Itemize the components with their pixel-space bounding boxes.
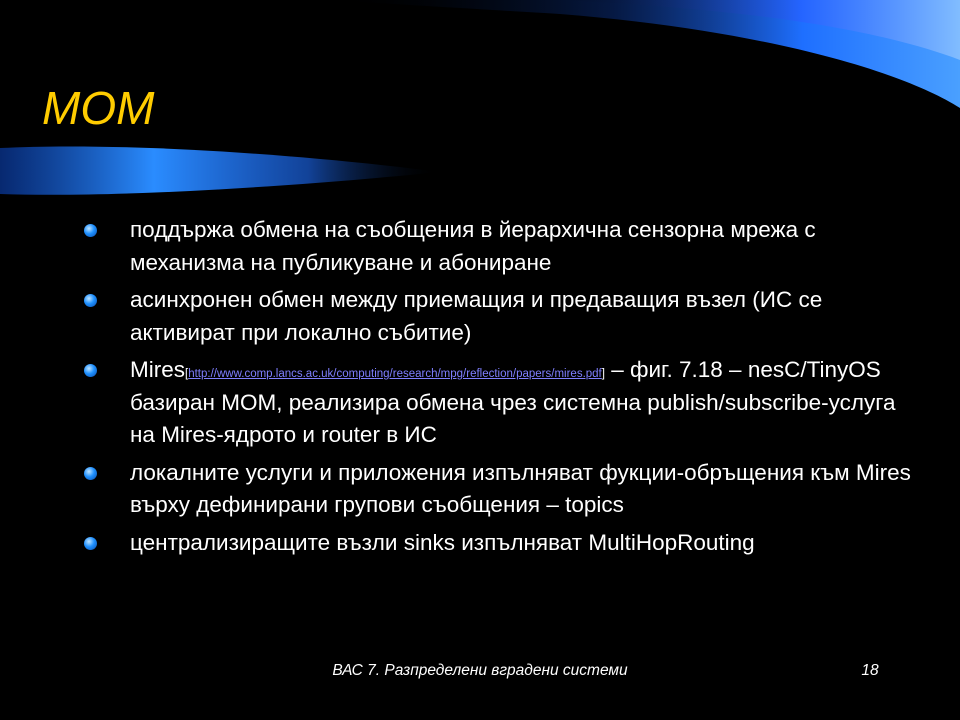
bullet-item (80, 457, 920, 522)
bullet-text: централизиращите възли sinks изпълняват MultiHopRouting (130, 529, 755, 555)
bullet-dot-icon (84, 467, 97, 480)
reference-link[interactable]: http://www.comp.lancs.ac.uk/computing/research/mpg/reflection/papers/mires.pdf (188, 368, 602, 380)
decorative-swoosh-left (0, 140, 440, 200)
bullet-item (80, 354, 920, 452)
reference-close-bracket: ] (601, 368, 605, 380)
bullet-text: локалните услуги и приложения изпълняват фукции-обръщения към Mires върху дефинирани групови съобщения – topics (130, 459, 911, 517)
bullet-text-suffix: – фиг. 7.18 – nesC/TinyOS базиран МОМ, реализира обмена чрез системна publish/subscribe-услуга на Mires-ядрото и router в ИС (130, 357, 896, 447)
bullet-dot-icon (84, 294, 97, 307)
bullet-dot-icon (84, 537, 97, 550)
bullet-text: поддържа обмена на съобщения в йерархична сензорна мрежа с механизма на публикуване и абониране (130, 217, 816, 275)
bullet-dot-icon (84, 224, 97, 237)
bullet-item (80, 527, 920, 560)
bullet-item (80, 214, 920, 279)
bullet-item (80, 284, 920, 349)
slide-title: МОМ (42, 82, 155, 134)
bullet-text (130, 354, 920, 452)
footer-course-title: ВАС 7. Разпределени вградени системи (332, 662, 628, 679)
bullet-list (80, 214, 920, 564)
reference-open-bracket: [ (185, 368, 189, 380)
bullet-text-prefix: Mires (130, 357, 185, 382)
footer-page-number: 18 (861, 662, 879, 679)
bullet-dot-icon (84, 364, 97, 377)
bullet-text: асинхронен обмен между приемащия и предаващия възел (ИС се активират при локално събитие) (130, 287, 823, 345)
reference (185, 368, 605, 380)
